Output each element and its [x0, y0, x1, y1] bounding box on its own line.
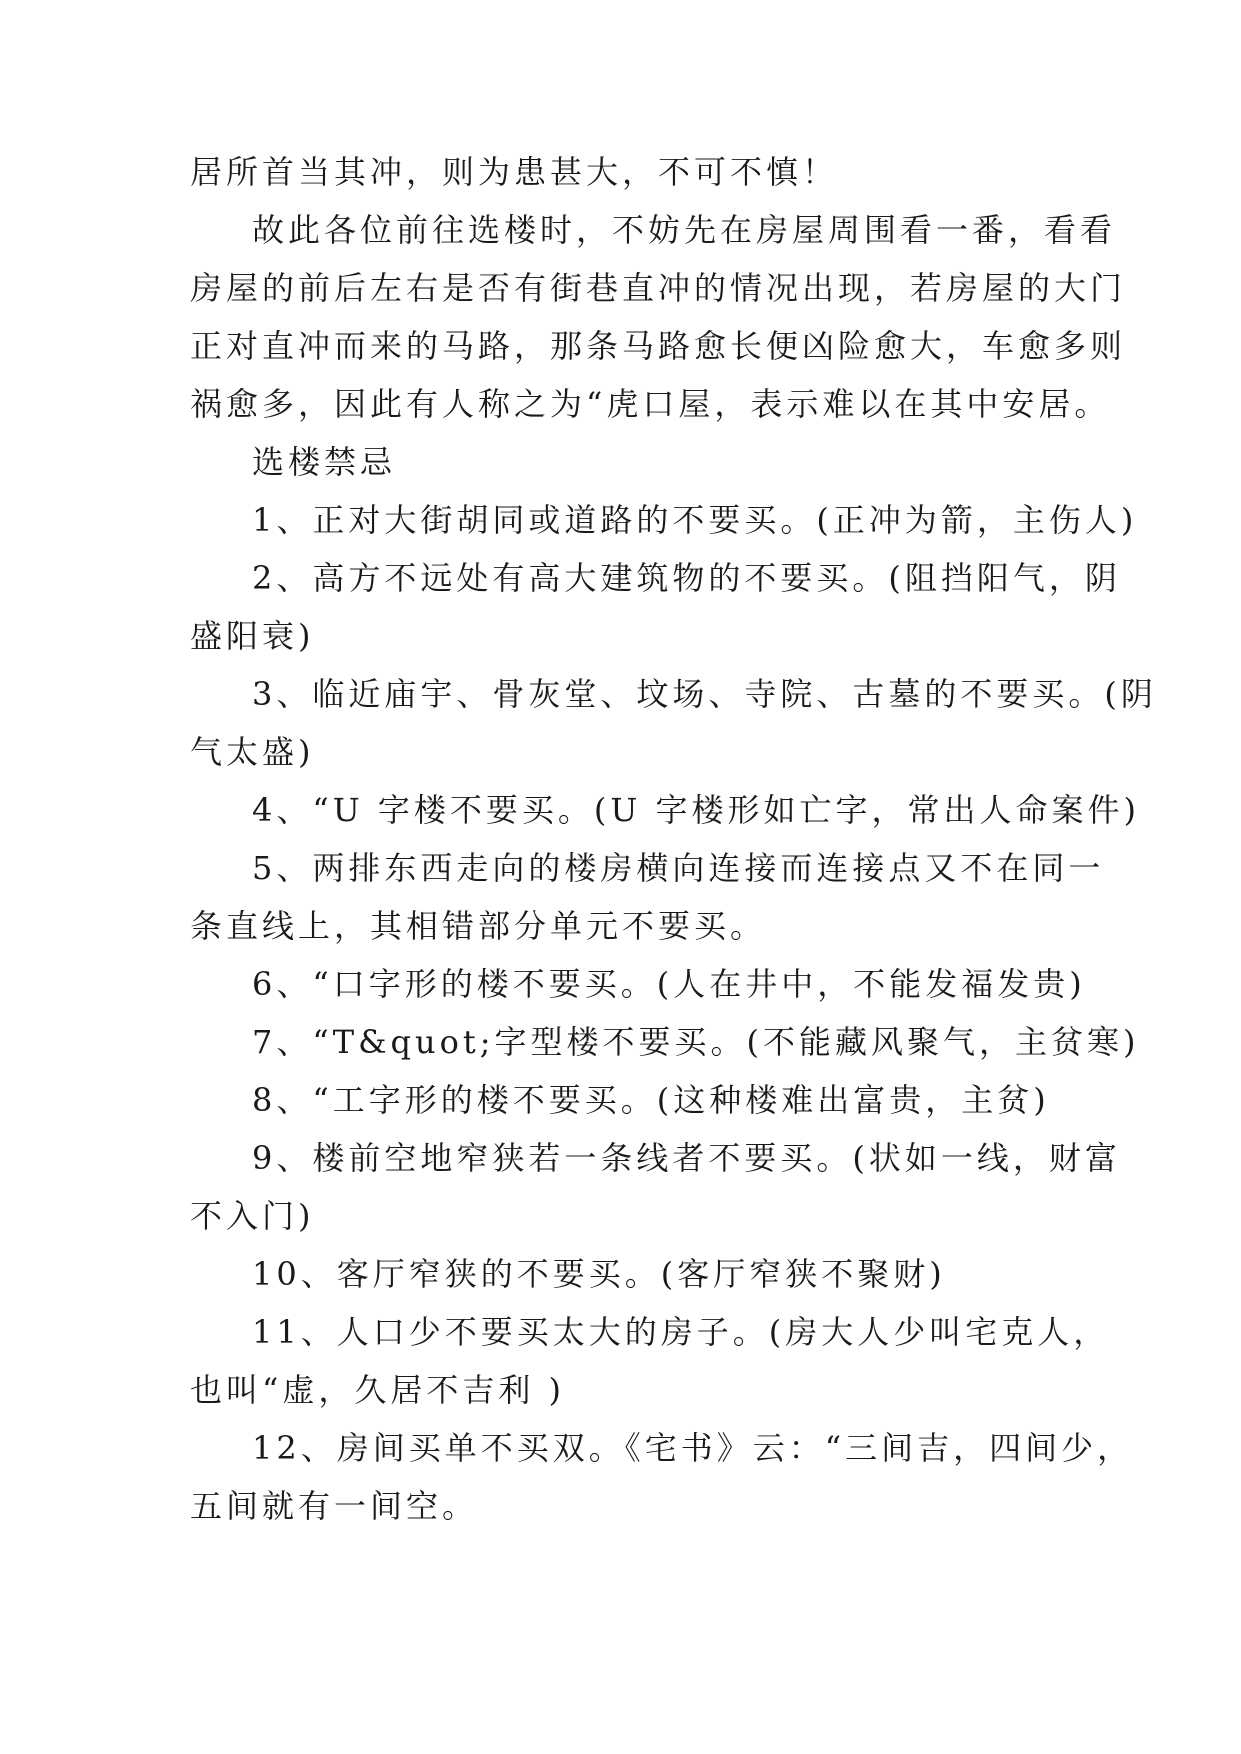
- text-line: 气太盛): [190, 733, 315, 771]
- list-item: 12、房间买单不买双。《宅书》云：“三间吉，四间少，: [252, 1429, 1134, 1467]
- list-item: 1、正对大街胡同或道路的不要买。(正冲为箭，主伤人): [252, 501, 1138, 539]
- list-item: 6、“口字形的楼不要买。(人在井中，不能发福发贵): [252, 965, 1086, 1003]
- list-item: 5、两排东西走向的楼房横向连接而连接点又不在同一: [252, 849, 1105, 887]
- list-item: 11、人口少不要买太大的房子。(房大人少叫宅克人，: [252, 1313, 1110, 1351]
- text-line: 居所首当其冲，则为患甚大，不可不慎！: [190, 153, 839, 191]
- text-line: 故此各位前往选楼时，不妨先在房屋周围看一番，看看: [252, 211, 1117, 249]
- text-line: 房屋的前后左右是否有街巷直冲的情况出现，若房屋的大门: [190, 269, 1127, 307]
- text-line: 正对直冲而来的马路，那条马路愈长便凶险愈大，车愈多则: [190, 327, 1127, 365]
- list-item: 10、客厅窄狭的不要买。(客厅窄狭不聚财): [252, 1255, 946, 1293]
- list-item: 9、楼前空地窄狭若一条线者不要买。(状如一线，财富: [252, 1139, 1121, 1177]
- list-item: 7、“T&quot;字型楼不要买。(不能藏风聚气，主贫寒): [252, 1023, 1140, 1061]
- text-line: 祸愈多，因此有人称之为“虎口屋，表示难以在其中安居。: [190, 385, 1111, 423]
- text-line: 条直线上，其相错部分单元不要买。: [190, 907, 767, 945]
- text-line: 盛阳衰): [190, 617, 315, 655]
- text-line: 五间就有一间空。: [190, 1487, 479, 1525]
- text-line: 也叫“虚，久居不吉利 ): [190, 1371, 566, 1409]
- list-item: 8、“工字形的楼不要买。(这种楼难出富贵，主贫): [252, 1081, 1050, 1119]
- section-heading: 选楼禁忌: [252, 443, 397, 481]
- text-line: 不入门): [190, 1197, 315, 1235]
- list-item: 3、临近庙宇、骨灰堂、坟场、寺院、古墓的不要买。(阴: [252, 675, 1157, 713]
- list-item: 2、高方不远处有高大建筑物的不要买。(阻挡阳气，阴: [252, 559, 1121, 597]
- list-item: 4、“U 字楼不要买。(U 字楼形如亡字，常出人命案件): [252, 791, 1140, 829]
